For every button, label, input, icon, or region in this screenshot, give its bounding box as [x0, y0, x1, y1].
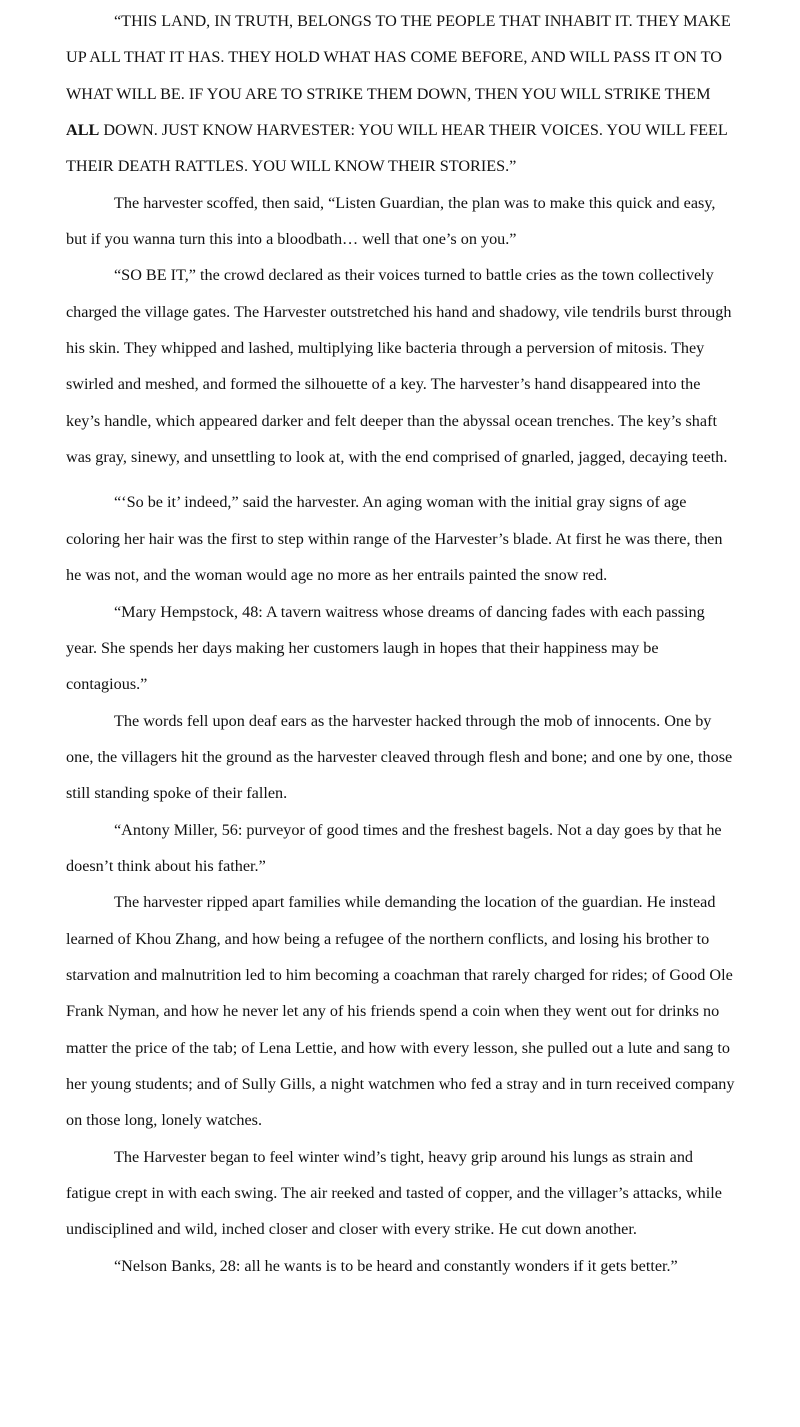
paragraph-first-victim: “‘So be it’ indeed,” said the harvester. An aging woman with the initial gray signs of age coloring her hair was the first to step within range of the Harvester’s blade. At first he was there, then he was not, and the woman would age no more as her entrails painted the snow red.: [66, 493, 723, 585]
paragraph-text-part: “THIS LAND, IN TRUTH, BELONGS TO THE PEOPLE THAT INHABIT IT. THEY MAKE UP ALL THAT IT HAS. THEY HOLD WHAT HAS COME BEFORE, AND WILL PASS IT ON TO WHAT WILL BE. IF YOU ARE TO STRIKE THEM DOWN, THEN YOU WILL STRIKE THEM: [66, 12, 731, 103]
paragraph-harvester-reply: The harvester scoffed, then said, “Listen Guardian, the plan was to make this quick and easy, but if you wanna turn this into a bloodbath… well that one’s on you.”: [66, 193, 716, 249]
paragraph-mary-hempstock: “Mary Hempstock, 48: A tavern waitress whose dreams of dancing fades with each passing year. She spends her days making her customers laugh in hopes that their happiness may be contagious.”: [66, 602, 705, 694]
emphasized-word: ALL: [66, 121, 100, 140]
paragraph-families: The harvester ripped apart families while demanding the location of the guardian. He instead learned of Khou Zhang, and how being a refugee of the northern conflicts, and losing his brother to starvation and malnutrition led to him becoming a coachman that rarely charged for rides; of Good Ole Frank Nyman, and how he never let any of his friends spend a coin when they went out for drinks no matter the price of the tab; of Lena Lettie, and how with every lesson, she pulled out a lute and sang to her young students; and of Sully Gills, a night watchmen who fed a stray and in turn received company on those long, lonely watches.: [66, 893, 735, 1130]
document-page: [66, 3, 736, 1284]
paragraph-antony-miller: “Antony Miller, 56: purveyor of good times and the freshest bagels. Not a day goes by that he doesn’t think about his father.”: [66, 820, 722, 875]
paragraph-crowd-charges: “SO BE IT,” the crowd declared as their voices turned to battle cries as the town collectively charged the village gates. The Harvester outstretched his hand and shadowy, vile tendrils burst through his skin. They whipped and lashed, multiplying like bacteria through a perversion of mitosis. They swirled and meshed, and formed the silhouette of a key. The harvester’s hand disappeared into the key’s handle, which appeared darker and felt deeper than the abyssal ocean trenches. The key’s shaft was gray, sinewy, and unsettling to look at, with the end comprised of gnarled, jagged, decaying teeth.: [66, 266, 732, 467]
paragraph-nelson-banks: “Nelson Banks, 28: all he wants is to be heard and constantly wonders if it gets better.”: [114, 1256, 678, 1275]
paragraph-winter-wind: The Harvester began to feel winter wind’s tight, heavy grip around his lungs as strain and fatigue crept in with each swing. The air reeked and tasted of copper, and the villager’s attacks, while undisciplined and wild, inched closer and closer with every strike. He cut down another.: [66, 1147, 722, 1239]
paragraph-deaf-ears: The words fell upon deaf ears as the harvester hacked through the mob of innocents. One by one, the villagers hit the ground as the harvester cleaved through flesh and bone; and one by one, those still standing spoke of their fallen.: [66, 711, 733, 803]
paragraph-text-part: DOWN. JUST KNOW HARVESTER: YOU WILL HEAR THEIR VOICES. YOU WILL FEEL THEIR DEATH RATTLES. YOU WILL KNOW THEIR STORIES.”: [66, 121, 728, 176]
paragraph-guardian-declaration: [66, 3, 736, 185]
